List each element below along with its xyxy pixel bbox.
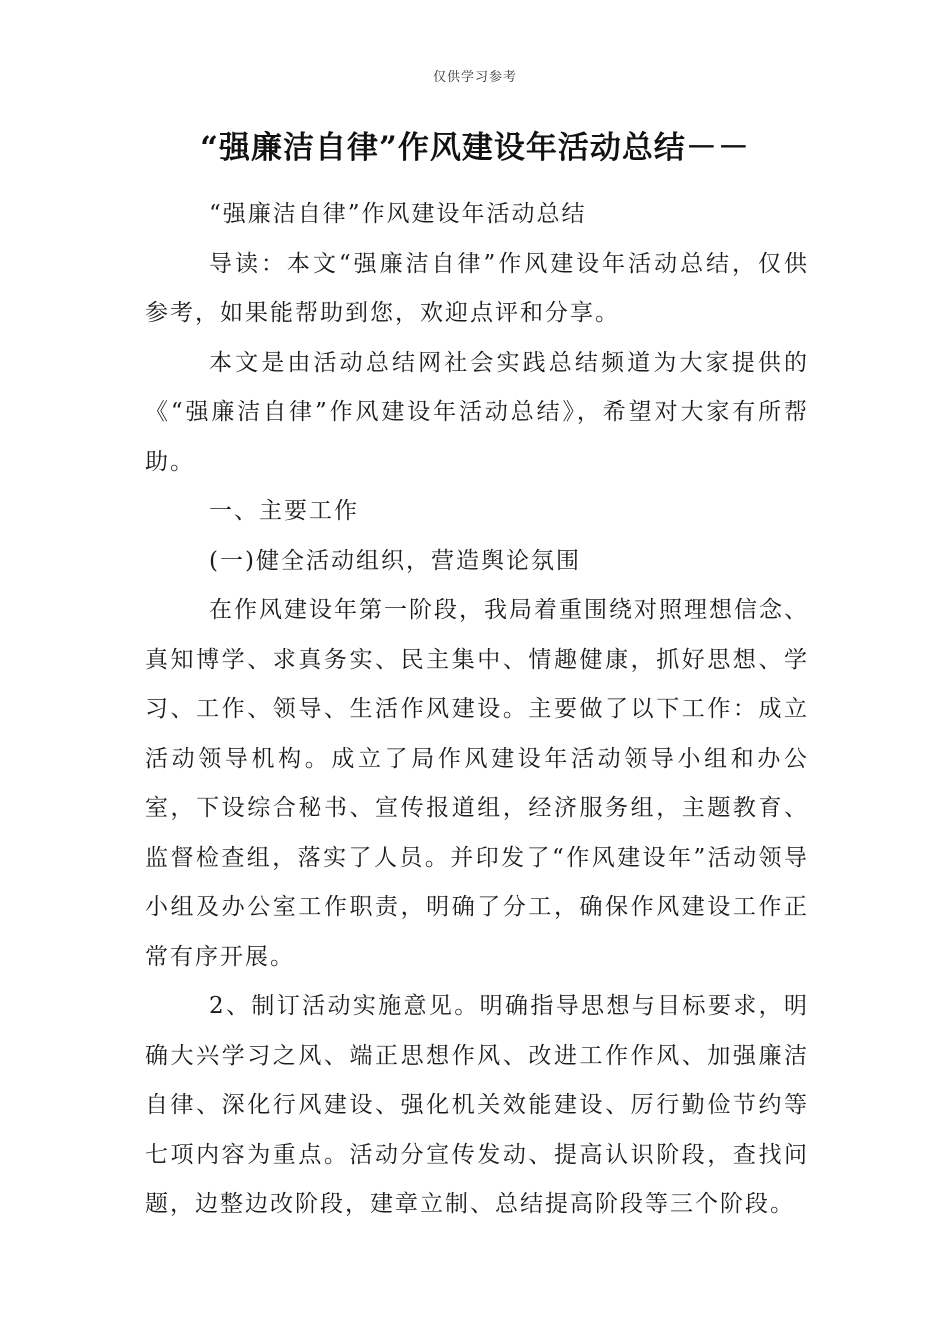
document-body [145,190,809,1230]
document-title: “强廉洁自律”作风建设年活动总结－－ [200,130,750,166]
paragraph-intro: 导读：本文“强廉洁自律”作风建设年活动总结，仅供参考，如果能帮助到您，欢迎点评和分享。 [145,250,809,326]
paragraph-source: 本文是由活动总结网社会实践总结频道为大家提供的《“强廉洁自律”作风建设年活动总结》，希望对大家有所帮助。 [145,349,809,475]
paragraph-subtitle: “强廉洁自律”作风建设年活动总结 [209,201,587,227]
subsection-heading: (一)健全活动组织，营造舆论氛围 [209,547,581,574]
paragraph-body: 2、制订活动实施意见。明确指导思想与目标要求，明确大兴学习之风、端正思想作风、改进工作作风、加强廉洁自律、深化行风建设、强化机关效能建设、厉行勤俭节约等七项内容为重点。活动分宣传发动、提高认识阶段，查找问题，边整边改阶段，建章立制、总结提高阶段等三个阶段。 [145,993,809,1217]
section-heading: 一、主要工作 [209,498,359,524]
header-note: 仅供学习参考 [432,70,517,85]
paragraph-body: 在作风建设年第一阶段，我局着重围绕对照理想信念、真知博学、求真务实、民主集中、情趣健康，抓好思想、学习、工作、领导、生活作风建设。主要做了以下工作：成立活动领导机构。成立了局作风建设年活动领导小组和办公室，下设综合秘书、宣传报道组，经济服务组，主题教育、监督检查组，落实了人员。并印发了“作风建设年”活动领导小组及办公室工作职责，明确了分工，确保作风建设工作正常有序开展。 [145,597,809,970]
